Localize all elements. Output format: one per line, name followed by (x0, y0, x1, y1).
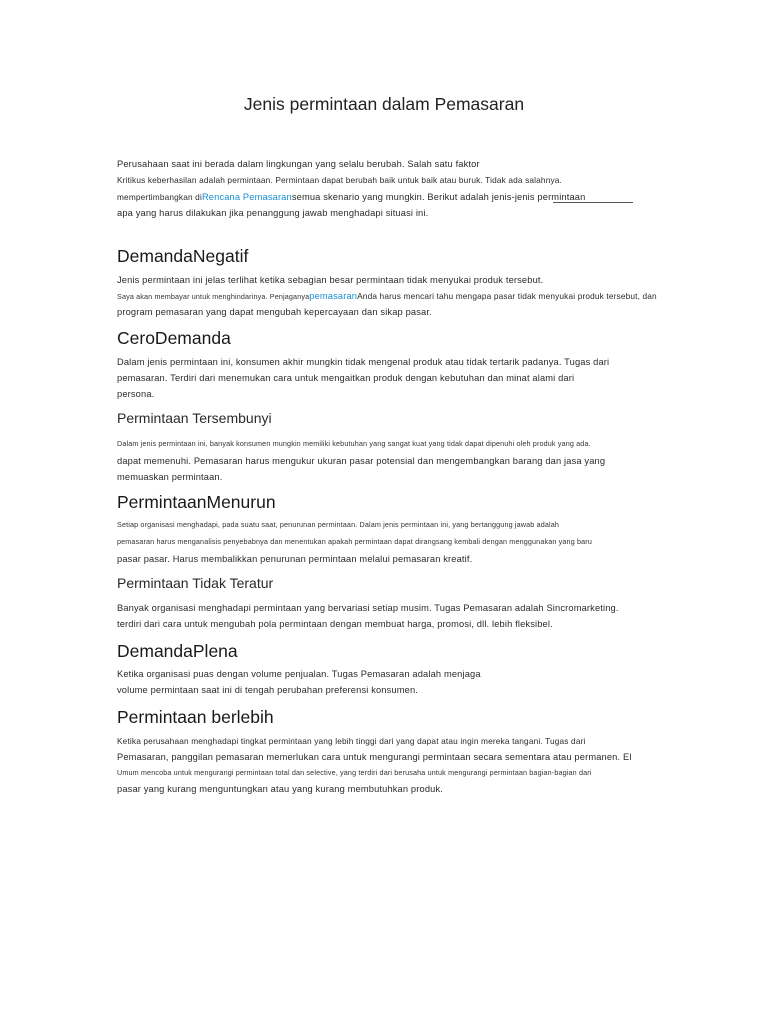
heading-cero-demanda: CeroDemanda (117, 328, 231, 348)
menurun-line-2: pemasaran harus menganalisis penyebabnya dan menentukan apakah permintaan dapat dirangsang kembali dengan menggunakan yang baru (117, 537, 592, 546)
page-title: Jenis permintaan dalam Pemasaran (243, 94, 525, 114)
heading-permintaan-menurun: PermintaanMenurun (117, 492, 276, 512)
menurun-line-1: Setiap organisasi menghadapi, pada suatu saat, penurunan permintaan. Dalam jenis permintaan ini, yang bertanggung jawab adalah (117, 520, 560, 529)
cero-line-2: pemasaran. Terdiri dari menemukan cara untuk mengaitkan produk dengan kebutuhan dan minat alami dari (117, 373, 575, 383)
negatif-line-1: Jenis permintaan ini jelas terlihat ketika sebagian besar permintaan tidak menyukai produk tersebut. (117, 275, 544, 285)
berlebih-line-3: Umum mencoba untuk mengurangi permintaan total dan selective, yang terdiri dari berusaha untuk mengurangi permintaan bagian-bagian dari (117, 768, 592, 777)
tidak-teratur-line-1: Banyak organisasi menghadapi permintaan yang bervariasi setiap musim. Tugas Pemasaran adalah Sincromarketing. (117, 603, 619, 613)
berlebih-line-1: Ketika perusahaan menghadapi tingkat permintaan yang lebih tinggi dari yang dapat atau ingin mereka tangani. Tugas dari (117, 736, 586, 746)
underline-mark (553, 202, 633, 203)
heading-permintaan-berlebih: Permintaan berlebih (117, 707, 274, 727)
plena-line-1: Ketika organisasi puas dengan volume penjualan. Tugas Pemasaran adalah menjaga (117, 669, 481, 679)
intro-line-3 (117, 192, 585, 202)
rencana-pemasaran-link[interactable]: Rencana Pemasaran (201, 192, 292, 202)
negatif-line-3: program pemasaran yang dapat mengubah kepercayaan dan sikap pasar. (117, 307, 432, 317)
berlebih-line-4: pasar yang kurang menguntungkan atau yang kurang membutuhkan produk. (117, 784, 443, 794)
menurun-line-3: pasar pasar. Harus membalikkan penurunan permintaan melalui pemasaran kreatif. (117, 554, 473, 564)
intro-line-3-pre: mempertimbangkan di (117, 192, 202, 202)
negatif-line-2-tiny: Saya akan membayar untuk menghindarinya. Penjaganya (117, 292, 310, 301)
tersembunyi-line-1: Dalam jenis permintaan ini, banyak konsumen mungkin memiliki kebutuhan yang sangat kuat yang tidak dapat dipenuhi oleh produk yang ada. (117, 439, 591, 448)
intro-line-4: apa yang harus dilakukan jika penanggung jawab menghadapi situasi ini. (117, 208, 429, 218)
negatif-line-2-post: Anda harus mencari tahu mengapa pasar tidak menyukai produk tersebut, dan (357, 291, 657, 301)
intro-line-2: Kritikus keberhasilan adalah permintaan. Permintaan dapat berubah baik untuk baik atau buruk. Tidak ada salahnya. (117, 175, 562, 185)
cero-line-1: Dalam jenis permintaan ini, konsumen akhir mungkin tidak mengenal produk atau tidak tertarik padanya. Tugas dari (117, 357, 610, 367)
heading-demanda-plena: DemandaPlena (117, 641, 238, 661)
plena-line-2: volume permintaan saat ini di tengah perubahan preferensi konsumen. (117, 685, 419, 695)
heading-permintaan-tersembunyi: Permintaan Tersembunyi (117, 410, 272, 426)
pemasaran-link[interactable]: pemasaran (309, 291, 358, 301)
heading-permintaan-tidak-teratur: Permintaan Tidak Teratur (117, 575, 274, 591)
negatif-line-2 (117, 291, 657, 301)
berlebih-line-2: Pemasaran, panggilan pemasaran memerlukan cara untuk mengurangi permintaan secara sementara atau permanen. El (117, 752, 632, 762)
tidak-teratur-line-2: terdiri dari cara untuk mengubah pola permintaan dengan membuat harga, promosi, dll. lebih fleksibel. (117, 619, 553, 629)
tersembunyi-line-2: dapat memenuhi. Pemasaran harus mengukur ukuran pasar potensial dan mengembangkan barang dan jasa yang (117, 456, 606, 466)
intro-line-1: Perusahaan saat ini berada dalam lingkungan yang selalu berubah. Salah satu faktor (117, 159, 480, 169)
tersembunyi-line-3: memuaskan permintaan. (117, 472, 223, 482)
cero-line-3: persona. (117, 389, 155, 399)
heading-demanda-negatif: DemandaNegatif (117, 246, 249, 266)
intro-line-3-post: semua skenario yang mungkin. Berikut adalah jenis-jenis permintaan (291, 192, 586, 202)
